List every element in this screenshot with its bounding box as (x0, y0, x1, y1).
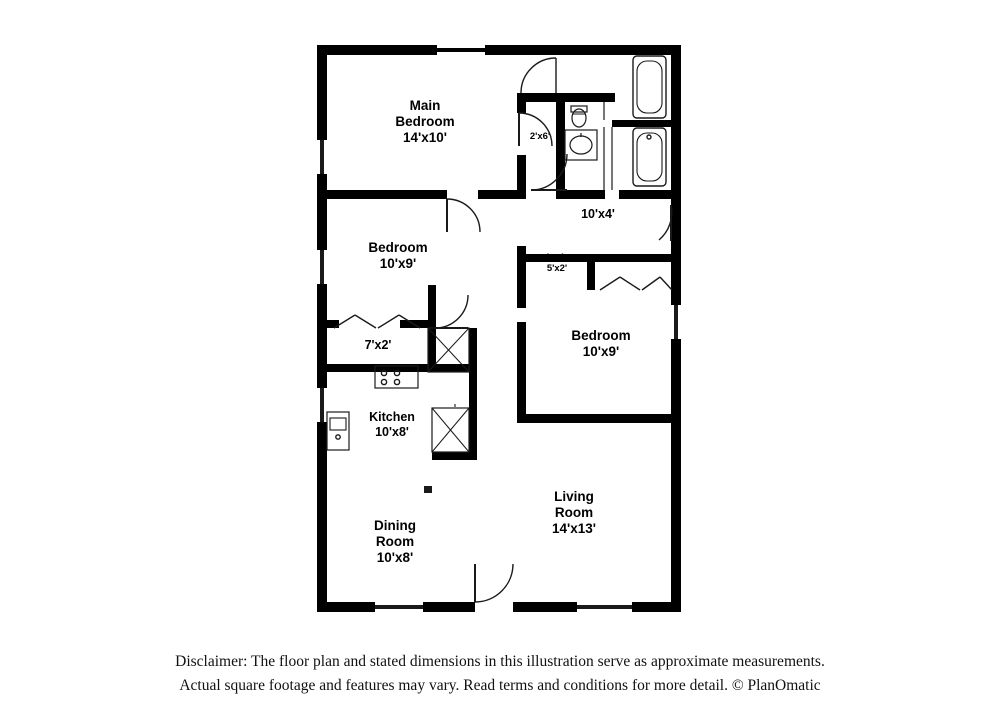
living-name-line2: Room (554, 504, 594, 520)
room-label-main-bedroom (360, 98, 490, 146)
room-label-laundry (527, 252, 587, 274)
laundry-name: Lndr (546, 252, 568, 263)
bathtub-upper-basin (637, 61, 662, 113)
main-bedroom-dimensions: 14'x10' (403, 129, 447, 145)
bedroom3-name: Bedroom (571, 328, 631, 343)
interior-wall-bath-south (565, 190, 605, 199)
kitchen-counter-outline (432, 404, 455, 408)
exterior-wall-bottom-4 (632, 602, 681, 612)
living-dimensions: 14'x13' (552, 520, 596, 536)
dining-dimensions: 10'x8' (376, 549, 414, 565)
exterior-wall-left-3 (317, 284, 327, 388)
kitchen-dimensions: 10'x8' (375, 424, 409, 439)
bathtub-upper (633, 56, 666, 118)
bathtub-lower (633, 128, 666, 186)
main-bedroom-name-line2: Bedroom (395, 113, 455, 129)
exterior-wall-right-2 (671, 205, 681, 305)
room-label-bedroom-2 (335, 240, 461, 272)
laundry-bifold-right (642, 277, 672, 290)
dining-name-line1: Dining (374, 518, 416, 533)
bath-small-dimensions: 2'x6' (529, 131, 551, 142)
room-label-hall-closet (330, 338, 426, 353)
floor-marker (424, 486, 432, 493)
exterior-wall-bottom-3 (513, 602, 577, 612)
closet-bifold-left (334, 315, 376, 328)
interior-wall-bedroom3-south (517, 414, 672, 423)
room-label-dining-room (333, 518, 457, 566)
interior-wall-bedroom2-south (317, 320, 339, 328)
kitchen-name: Kitchen (369, 410, 415, 424)
interior-wall-kitchen-south (432, 452, 477, 460)
living-name-line1: Living (554, 489, 594, 504)
disclaimer-line-1: Disclaimer: The floor plan and stated dimensions in this illustration serve as approximate measurements. (175, 653, 825, 670)
exterior-wall-left-1 (317, 45, 327, 140)
window-left-3 (320, 388, 324, 422)
interior-wall-bath-tub-divider (612, 120, 672, 127)
exterior-wall-top-right (485, 45, 681, 55)
window-bottom-2 (577, 605, 632, 609)
room-label-bath-hall (550, 207, 646, 222)
interior-wall-kitchen-east (469, 364, 477, 460)
toilet-bowl-upper (572, 109, 586, 127)
laundry-bifold-left (600, 277, 640, 290)
window-right-1 (674, 305, 678, 339)
toilet-tank-upper (571, 106, 587, 112)
exterior-wall-right-3 (671, 339, 681, 612)
dining-name-line2: Room (375, 533, 415, 549)
interior-wall-laundry-top-right (595, 254, 672, 262)
room-label-living-room (512, 489, 636, 537)
range-burner-3 (381, 379, 386, 384)
room-label-bedroom-3 (538, 328, 664, 360)
interior-wall-bath-vertical (556, 93, 565, 199)
interior-wall-bath-south-2 (619, 190, 672, 199)
door-swing-main-bath (521, 58, 556, 93)
interior-wall-laundry-east (587, 254, 595, 290)
range-burner-4 (394, 379, 399, 384)
interior-wall-closet-hatch (428, 328, 436, 372)
bedroom2-name: Bedroom (368, 240, 428, 255)
interior-wall-closet-south (317, 364, 477, 372)
vanity-basin (570, 136, 592, 154)
interior-wall-main-bedroom-south (317, 190, 447, 199)
interior-wall-main-bedroom-east-bottom (517, 155, 526, 199)
exterior-wall-bottom-1 (317, 602, 375, 612)
window-left-1 (320, 140, 324, 174)
exterior-wall-bottom-2 (423, 602, 475, 612)
disclaimer-line-2: Actual square footage and features may vary. Read terms and conditions for more detail. © PlanOmatic (179, 677, 821, 695)
interior-wall-main-bedroom-south-2 (478, 190, 522, 199)
interior-wall-bedroom2-east (428, 285, 436, 328)
vanity-counter (565, 130, 597, 160)
window-left-2 (320, 250, 324, 284)
exterior-wall-left-4 (317, 422, 327, 612)
bath-hall-dimensions: 10'x4' (581, 207, 615, 221)
bedroom2-dimensions: 10'x9' (379, 255, 417, 271)
room-label-bath-small (518, 131, 562, 142)
door-swing-main-bedroom (447, 199, 480, 232)
bathtub-lower-basin (637, 133, 662, 181)
exterior-wall-top-window-sill (437, 48, 485, 52)
door-swing-front (475, 564, 513, 602)
door-swing-exterior-right (659, 205, 672, 240)
disclaimer-text (0, 650, 1000, 698)
exterior-wall-right-1 (671, 45, 681, 205)
interior-wall-bedroom3-west (517, 322, 526, 422)
bathtub-lower-drain (647, 135, 651, 139)
laundry-dimensions: 5'x2' (546, 263, 568, 275)
hall-closet-dimensions: 7'x2' (364, 338, 392, 352)
door-swing-bedroom2 (435, 295, 468, 328)
exterior-wall-top-left (317, 45, 437, 55)
window-bottom-1 (375, 605, 423, 609)
interior-wall-bath-right-upper (565, 93, 615, 102)
room-label-kitchen (330, 410, 454, 440)
main-bedroom-name-line1: Main (409, 98, 441, 113)
bedroom3-dimensions: 10'x9' (582, 343, 620, 359)
exterior-wall-left-2 (317, 174, 327, 250)
